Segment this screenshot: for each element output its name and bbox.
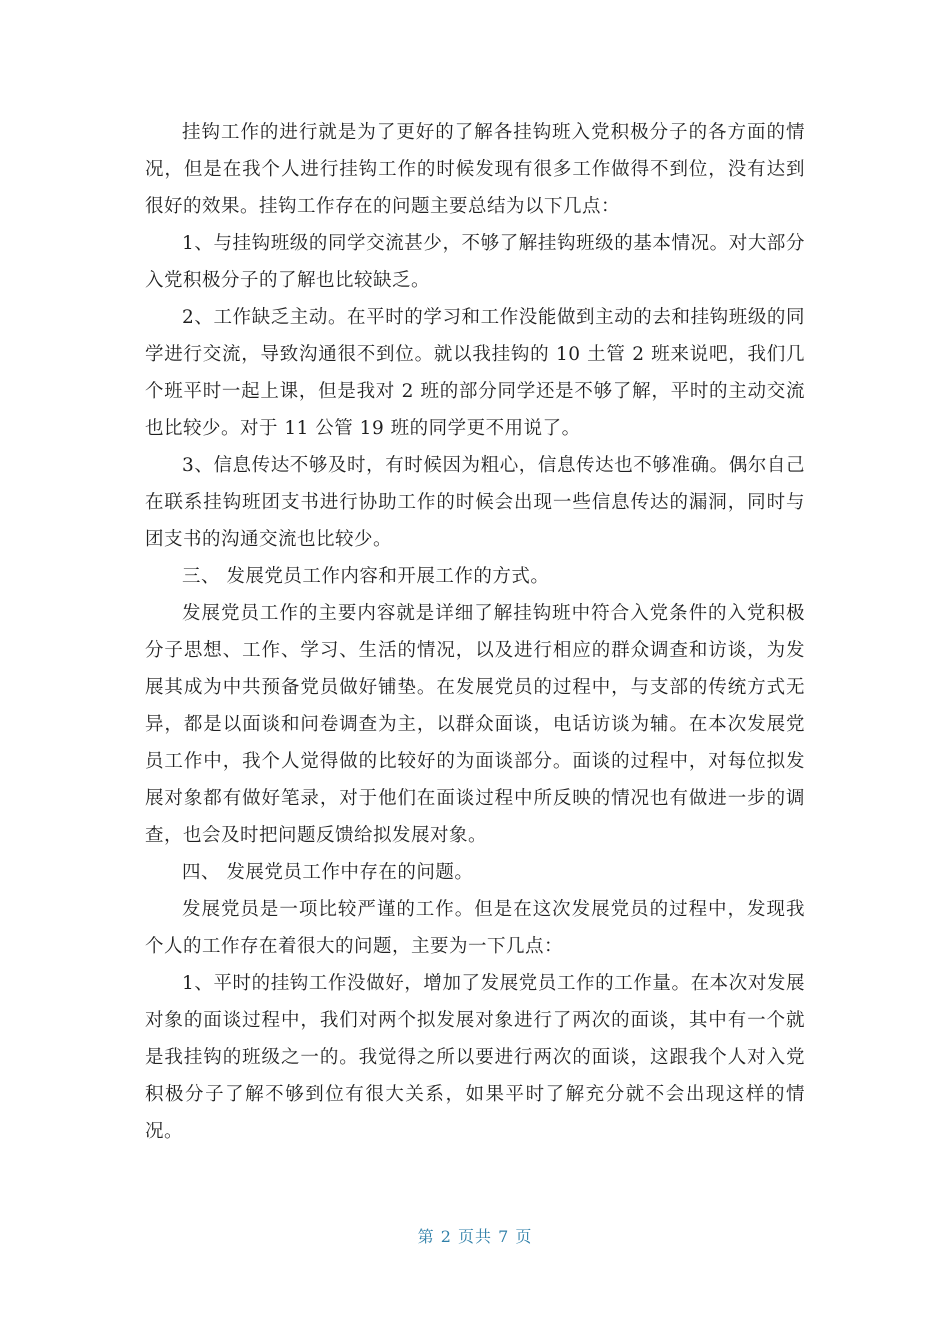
paragraph-issue-1: 1、与挂钩班级的同学交流甚少，不够了解挂钩班级的基本情况。对大部分入党积极分子的了解也比较缺乏。	[145, 233, 805, 291]
page-footer	[0, 1224, 950, 1247]
paragraph-issue-2: 2、工作缺乏主动。在平时的学习和工作没能做到主动的去和挂钩班级的同学进行交流，导致沟通很不到位。就以我挂钩的 10 土管 2 班来说吧，我们几个班平时一起上课，但是我对 2 班的部分同学还是不够了解，平时的主动交流也比较少。对于 11 公管 19 班的同学更不用说了。	[145, 307, 805, 439]
section-heading-3: 三、 发展党员工作内容和开展工作的方式。	[182, 566, 550, 587]
paragraph-issue-3: 3、信息传达不够及时，有时候因为粗心，信息传达也不够准确。偶尔自己在联系挂钩班团支书进行协助工作的时候会出现一些信息传达的漏洞，同时与团支书的沟通交流也比较少。	[145, 455, 805, 550]
page-number-label: 第 2 页共 7 页	[417, 1227, 533, 1246]
document-body	[145, 114, 805, 1150]
section-heading-4: 四、 发展党员工作中存在的问题。	[182, 862, 474, 883]
paragraph-hook-work-intro: 挂钩工作的进行就是为了更好的了解各挂钩班入党积极分子的各方面的情况，但是在我个人进行挂钩工作的时候发现有很多工作做得不到位，没有达到很好的效果。挂钩工作存在的问题主要总结为以下几点：	[145, 122, 805, 217]
paragraph-problems-intro: 发展党员是一项比较严谨的工作。但是在这次发展党员的过程中，发现我个人的工作存在着很大的问题，主要为一下几点：	[145, 899, 805, 957]
paragraph-problem-1: 1、平时的挂钩工作没做好，增加了发展党员工作的工作量。在本次对发展对象的面谈过程中，我们对两个拟发展对象进行了两次的面谈，其中有一个就是我挂钩的班级之一的。我觉得之所以要进行两次的面谈，这跟我个人对入党积极分子了解不够到位有很大关系，如果平时了解充分就不会出现这样的情况。	[145, 973, 805, 1142]
paragraph-development-content: 发展党员工作的主要内容就是详细了解挂钩班中符合入党条件的入党积极分子思想、工作、学习、生活的情况，以及进行相应的群众调查和访谈，为发展其成为中共预备党员做好铺垫。在发展党员的过程中，与支部的传统方式无异，都是以面谈和问卷调查为主，以群众面谈，电话访谈为辅。在本次发展党员工作中，我个人觉得做的比较好的为面谈部分。面谈的过程中，对每位拟发展对象都有做好笔录，对于他们在面谈过程中所反映的情况也有做进一步的调查，也会及时把问题反馈给拟发展对象。	[145, 603, 805, 846]
